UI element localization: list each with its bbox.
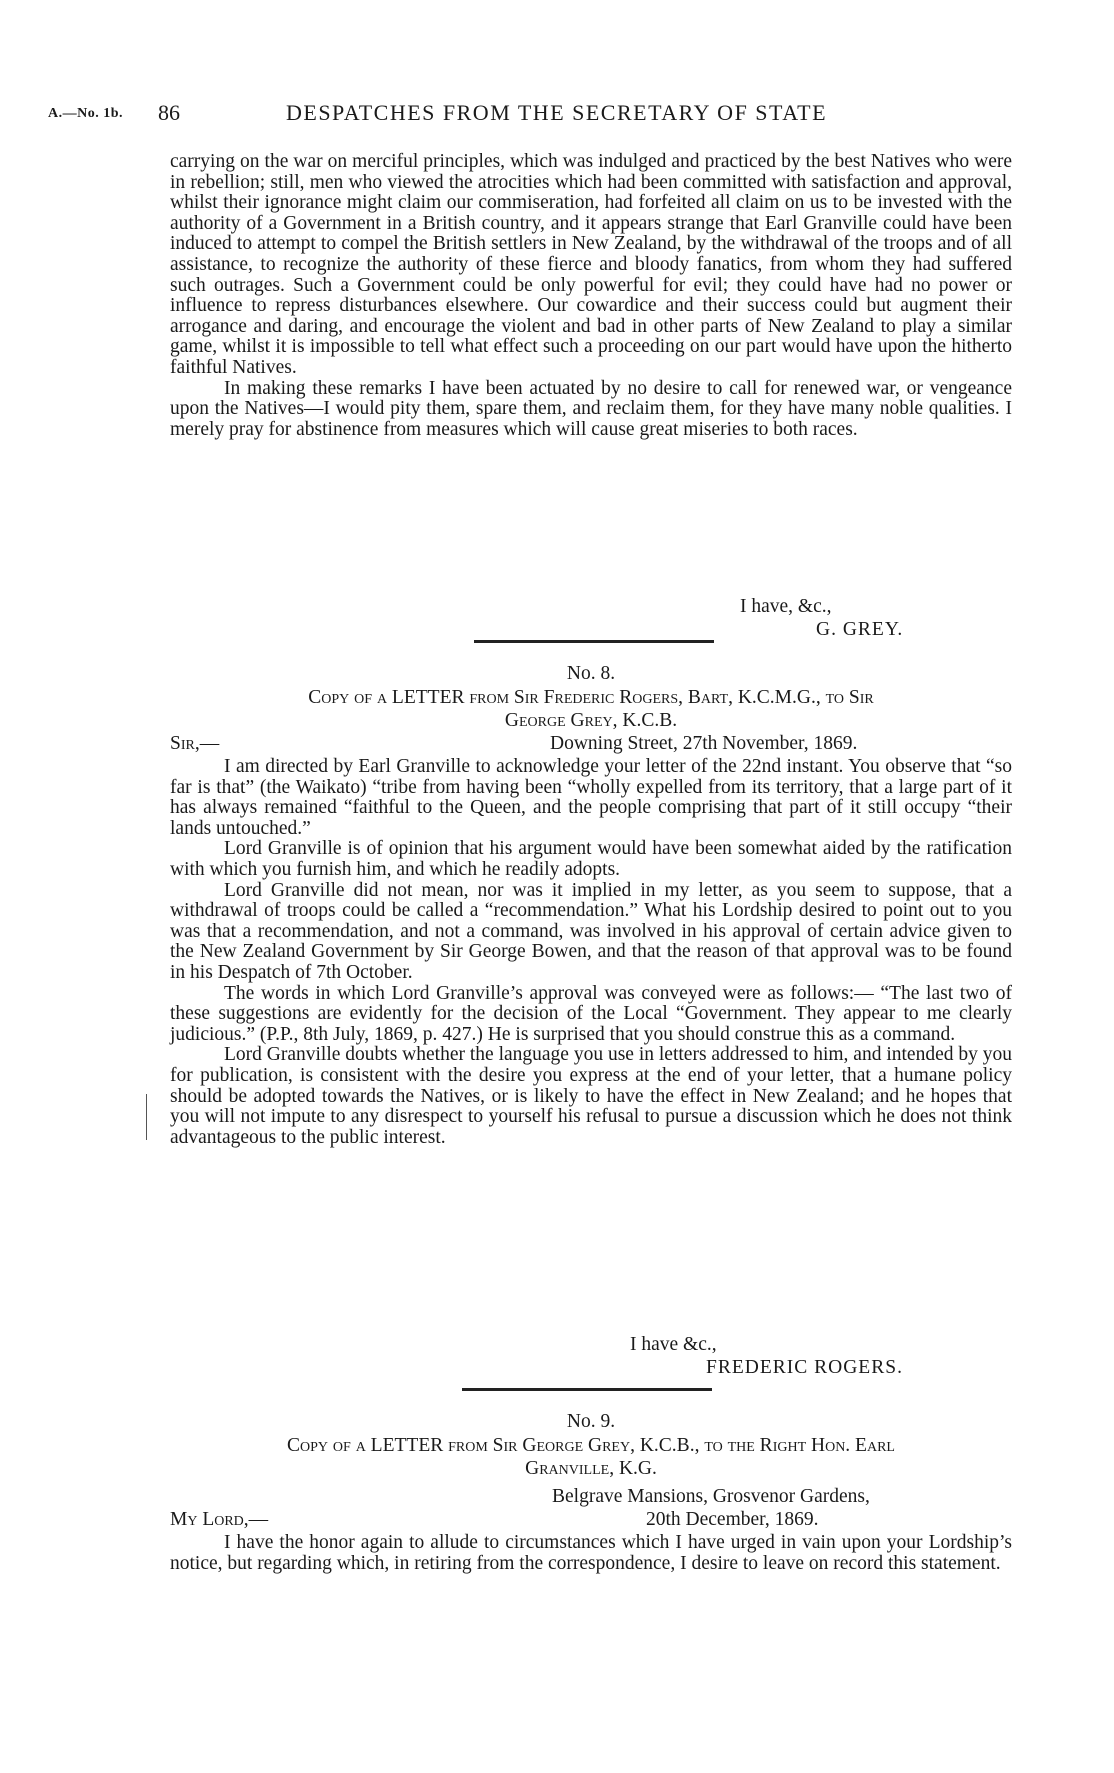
letter7-paragraph-2: In making these remarks I have been actuated by no desire to call for renewed war, or vengeance upon the Natives—I would pity them, spare them, and reclaim them, for they have many noble qualities. I merely pray for abstinence from measures which will cause great miseries to both races. <box>170 377 1012 440</box>
letter8-signature: FREDERIC ROGERS. <box>706 1357 903 1378</box>
page-number: 86 <box>158 100 180 125</box>
letter7-body <box>170 152 1012 440</box>
letter8-paragraph-5: Lord Granville doubts whether the language you use in letters addressed to him, and intended by you for publication, is consistent with the desire you express at the end of your letter, that a humane policy should be adopted towards the Natives, or is likely to have the effect in New Zealand; and he hopes that you will not impute to any disrespect to yourself his refusal to pursue a discussion which he does not think advantageous to the public interest. <box>170 1044 1012 1148</box>
letter7-signature: G. GREY. <box>816 619 904 640</box>
letter8-paragraph-4: The words in which Lord Granville’s approval was conveyed were as follows:— “The last two of these suggestions are evidently for the decision of the Local “Government. They appear to me clearly judicious.” (P.P., 8th July, 1869, p. 427.) He is surprised that you should construe this as a command. <box>170 982 1012 1045</box>
section-divider <box>462 1388 712 1391</box>
letter8-place-date: Downing Street, 27th November, 1869. <box>550 733 858 754</box>
letter9-number: No. 9. <box>566 1411 616 1432</box>
letter8-paragraph-2: Lord Granville is of opinion that his argument would have been somewhat aided by the ratification with which you furnish him, and which he readily adopts. <box>170 838 1012 880</box>
letter7-closing: I have, &c., <box>740 596 832 617</box>
letter8-paragraph-1: I am directed by Earl Granville to acknowledge your letter of the 22nd instant. You observe that “so far is that” (the Waikato) “tribe from having been “wholly expelled from its territory, that a large part of it has always remained “faithful to the Queen, and the people comprising that part of it still occupy “their lands untouched.” <box>170 756 1012 839</box>
section-divider <box>474 640 714 643</box>
letter7-paragraph-1: carrying on the war on merciful principles, which was indulged and practiced by the best Natives who were in rebellion; still, men who viewed the atrocities which had been committed with satisfaction and approval, whilst their ignorance might claim our commiseration, had forfeited all claim on us to be invested with the authority of a Government in a British country, and it appears strange that Earl Granville could have been induced to attempt to compel the British settlers in New Zealand, by the withdrawal of the troops and of all assistance, to recognize the authority of these fierce and bloody fanatics, from whom they had suffered such outrages. Such a Government could be only powerful for evil; they could have had no power or influence to repress disturbances elsewhere. Our cowardice and their success could but augment their arrogance and daring, and encourage the violent and bad in other parts of New Zealand to play a similar game, whilst it is impossible to tell what effect such a proceeding on our part would have upon the hitherto faithful Natives. <box>170 151 1012 378</box>
page-header <box>48 100 1038 130</box>
letter8-body <box>170 757 1012 1148</box>
document-reference: A.—No. 1b. <box>48 106 124 121</box>
running-title: DESPATCHES FROM THE SECRETARY OF STATE <box>286 100 828 125</box>
letter9-heading-line-1: Copy of a LETTER from Sir George Grey, K.C.B., to the Right Hon. Earl <box>287 1435 895 1456</box>
letter9-heading-line-2: Granville, K.G. <box>525 1458 657 1479</box>
letter8-paragraph-3: Lord Granville did not mean, nor was it implied in my letter, as you seem to suppose, that a withdrawal of troops could be called a “recommendation.” What his Lordship desired to point out to you was that a recommendation, and not a command, was involved in his approval of certain advice given to the New Zealand Government by Sir George Bowen, and that the reason of that approval was to be found in his Despatch of 7th October. <box>170 879 1012 983</box>
letter9-address: Belgrave Mansions, Grosvenor Gardens, <box>552 1486 870 1507</box>
letter9-body <box>170 1533 1012 1574</box>
letter9-date: 20th December, 1869. <box>646 1509 819 1530</box>
letter8-closing: I have &c., <box>630 1334 717 1355</box>
letter9-salutation: My Lord,— <box>170 1509 269 1530</box>
letter8-salutation: Sir,— <box>170 733 220 754</box>
margin-mark <box>146 1094 147 1140</box>
letter8-heading-line-2: George Grey, K.C.B. <box>504 710 678 731</box>
letter9-paragraph-1: I have the honor again to allude to circumstances which I have urged in vain upon your Lordship’s notice, but regarding which, in retiring from the correspondence, I desire to leave on record this statement. <box>170 1532 1012 1574</box>
letter8-number: No. 8. <box>566 663 616 684</box>
letter8-heading-line-1: Copy of a LETTER from Sir Frederic Rogers, Bart, K.C.M.G., to Sir <box>308 687 874 708</box>
